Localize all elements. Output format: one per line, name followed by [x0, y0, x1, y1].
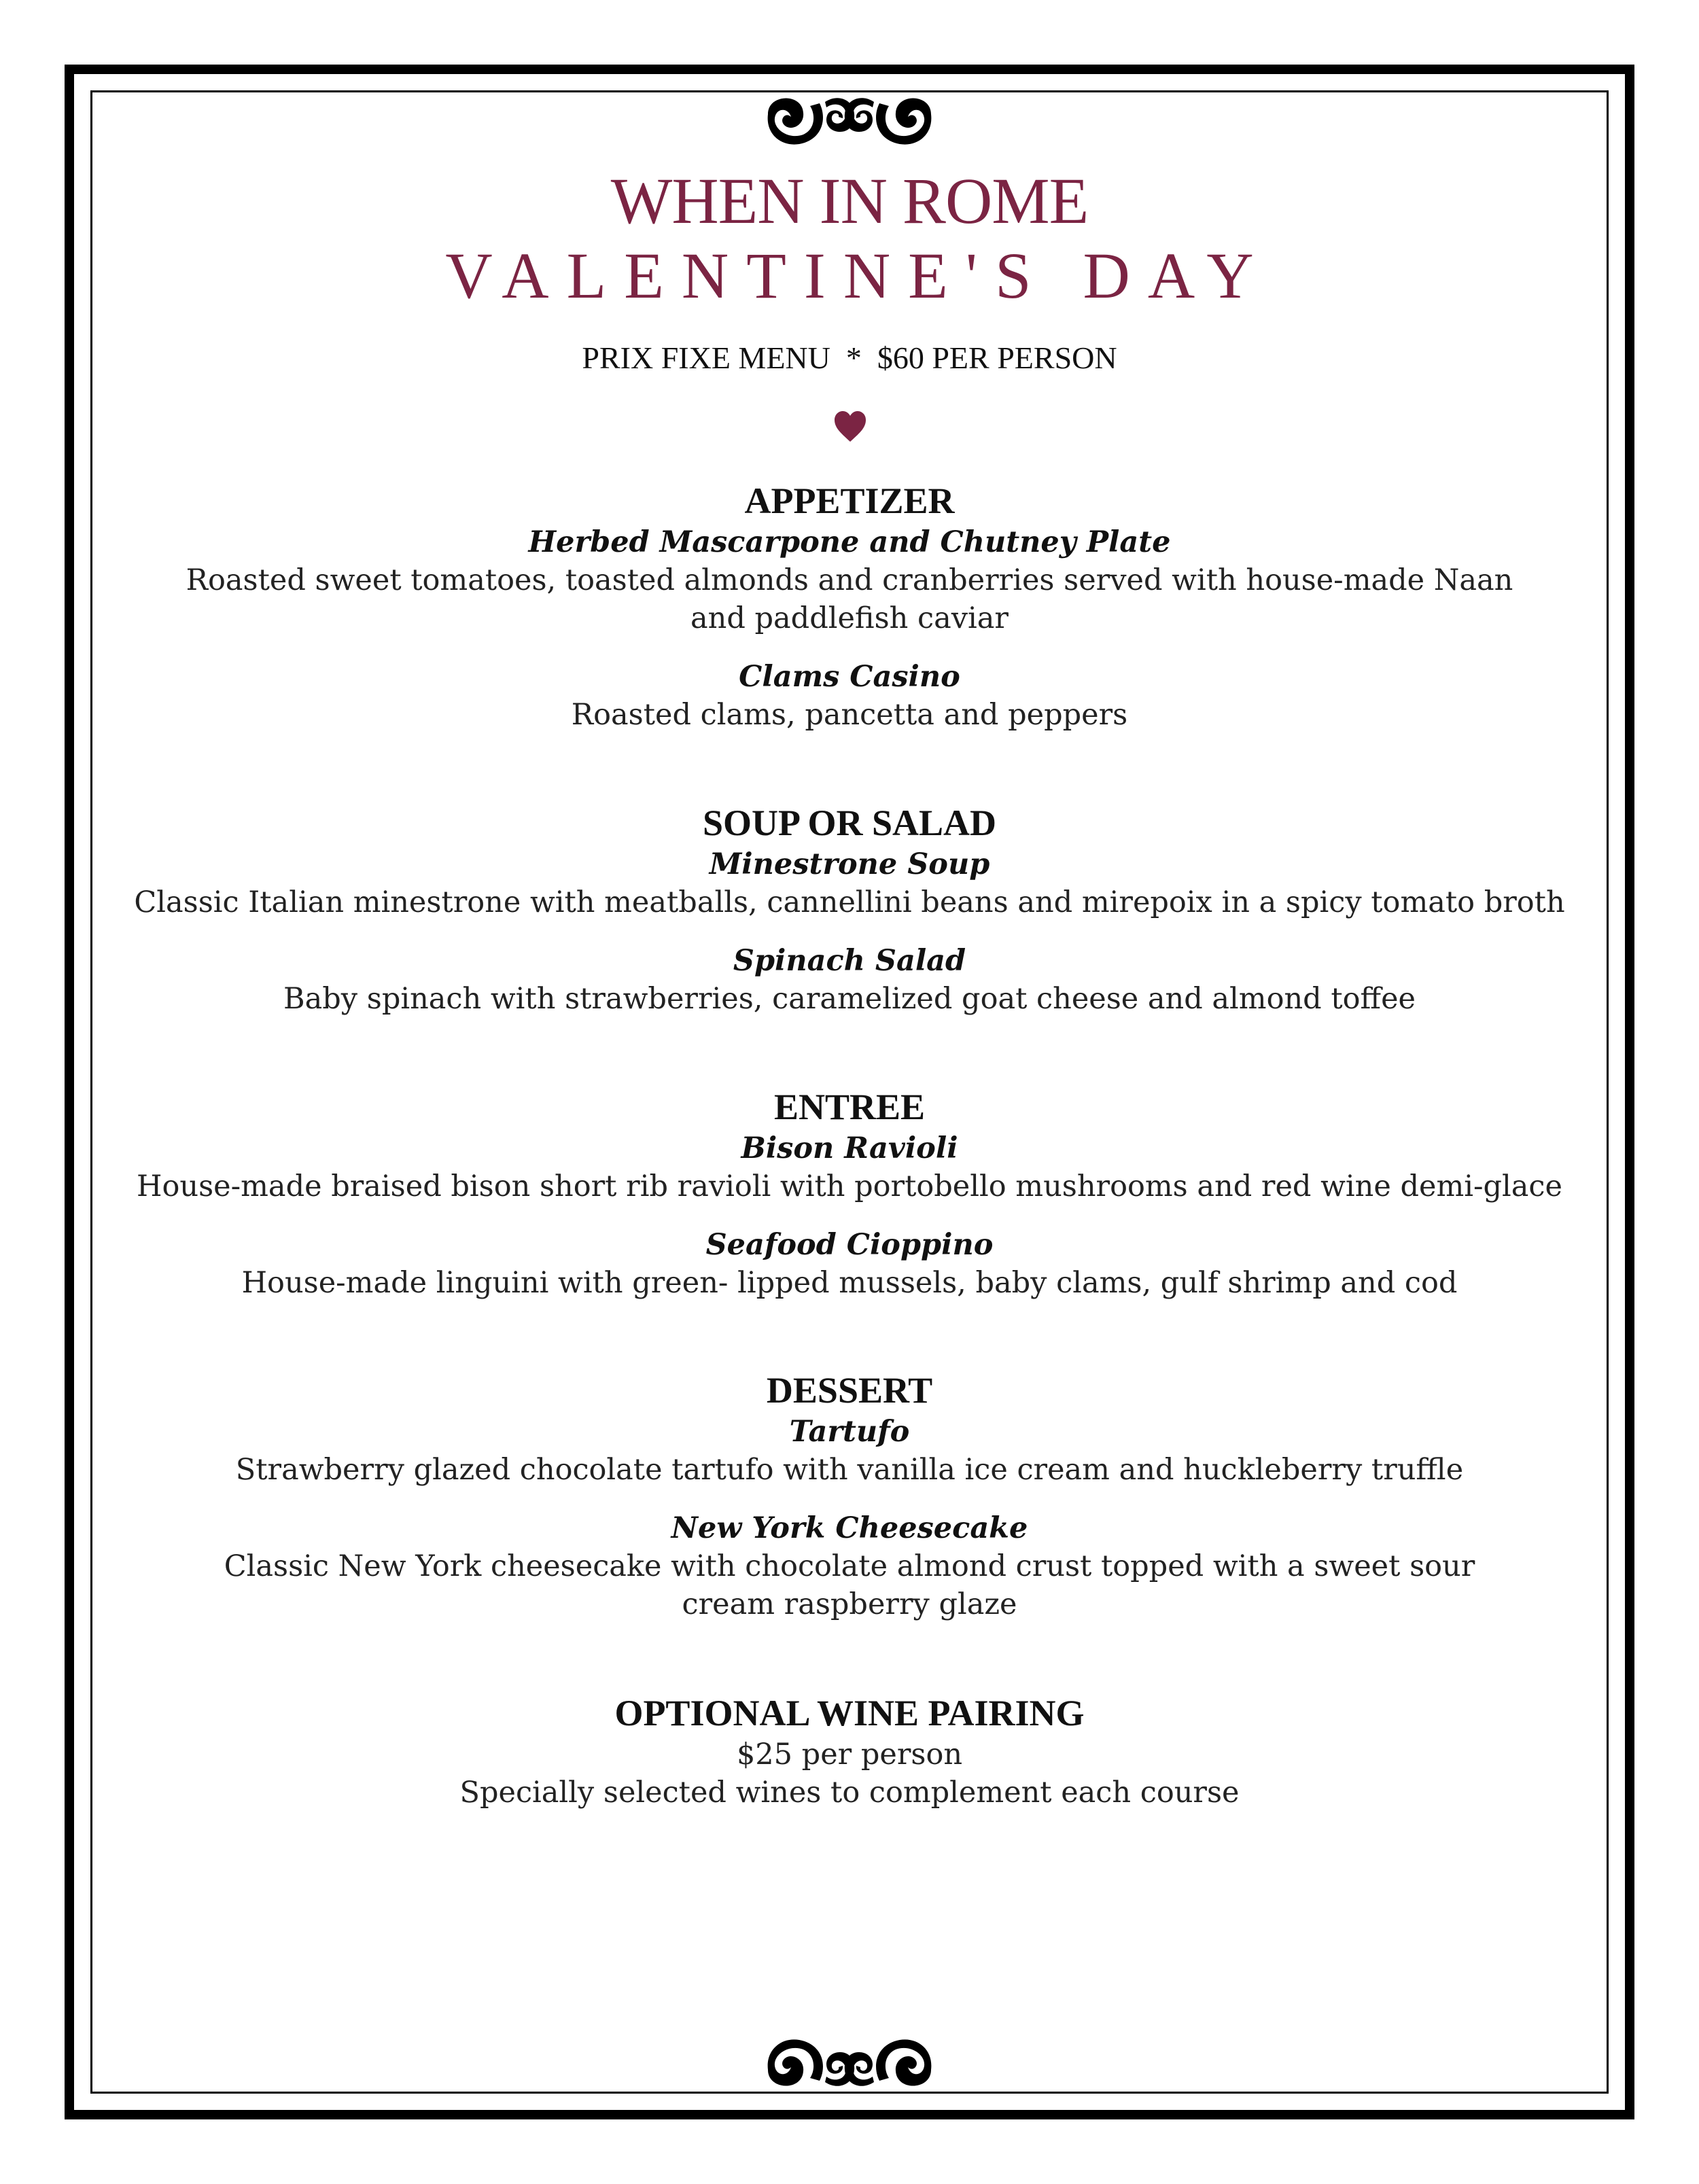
section-entree: [102, 1085, 1597, 1302]
section-title: ENTREE: [773, 1087, 926, 1127]
section-appetizer: [102, 478, 1597, 734]
menu-item: [102, 845, 1597, 921]
item-description: House-made braised bison short rib ravioli with portobello mushrooms and red wine demi-glace: [137, 1169, 1562, 1203]
menu-item: [102, 658, 1597, 734]
restaurant-title: WHEN IN ROME: [610, 164, 1089, 237]
item-description: Classic Italian minestrone with meatballs, cannellini beans and mirepoix in a spicy tomato broth: [134, 885, 1565, 919]
menu-item: [102, 1129, 1597, 1205]
item-name: Spinach Salad: [733, 944, 966, 978]
item-name: Tartufo: [789, 1415, 910, 1449]
item-description: Classic New York cheesecake with chocolate almond crust topped with a sweet sour cream raspberry glaze: [224, 1549, 1475, 1621]
item-description: Roasted sweet tomatoes, toasted almonds and cranberries served with house-made Naan and paddlefish caviar: [186, 563, 1513, 635]
menu-item: [102, 1226, 1597, 1302]
section-title: APPETIZER: [744, 480, 955, 521]
section-dessert: [102, 1368, 1597, 1623]
prix-fixe-subtitle: PRIX FIXE MENU * $60 PER PERSON: [582, 340, 1117, 375]
item-name: Bison Ravioli: [741, 1131, 958, 1165]
menu-item: [102, 523, 1597, 637]
section-wine-pairing: [102, 1691, 1597, 1812]
item-name: New York Cheesecake: [671, 1511, 1028, 1545]
item-description: Baby spinach with strawberries, caramelized goat cheese and almond toffee: [283, 982, 1416, 1016]
item-description: Strawberry glazed chocolate tartufo with vanilla ice cream and huckleberry truffle: [235, 1453, 1464, 1487]
item-name: Clams Casino: [739, 660, 960, 694]
section-title: DESSERT: [766, 1370, 933, 1411]
item-name: Minestrone Soup: [709, 847, 990, 881]
wine-description: Specially selected wines to complement each course: [459, 1776, 1240, 1810]
section-soup-or-salad: [102, 800, 1597, 1018]
item-description: House-made linguini with green- lipped mussels, baby clams, gulf shrimp and cod: [241, 1266, 1458, 1300]
menu-item: [102, 1413, 1597, 1489]
top-scroll-ornament-icon: [761, 87, 938, 148]
heart-icon: [833, 410, 867, 443]
item-name: Seafood Cioppino: [705, 1228, 994, 1262]
event-title: VALENTINE'S DAY: [445, 239, 1272, 312]
wine-price: $25 per person: [736, 1738, 963, 1772]
bottom-scroll-ornament-icon: [761, 2036, 938, 2097]
item-name: Herbed Mascarpone and Chutney Plate: [528, 525, 1171, 559]
item-description: Roasted clams, pancetta and peppers: [571, 698, 1128, 732]
section-title: SOUP OR SALAD: [702, 803, 997, 843]
menu-item: [102, 1509, 1597, 1623]
section-title: OPTIONAL WINE PAIRING: [614, 1693, 1085, 1733]
menu-item: [102, 942, 1597, 1018]
